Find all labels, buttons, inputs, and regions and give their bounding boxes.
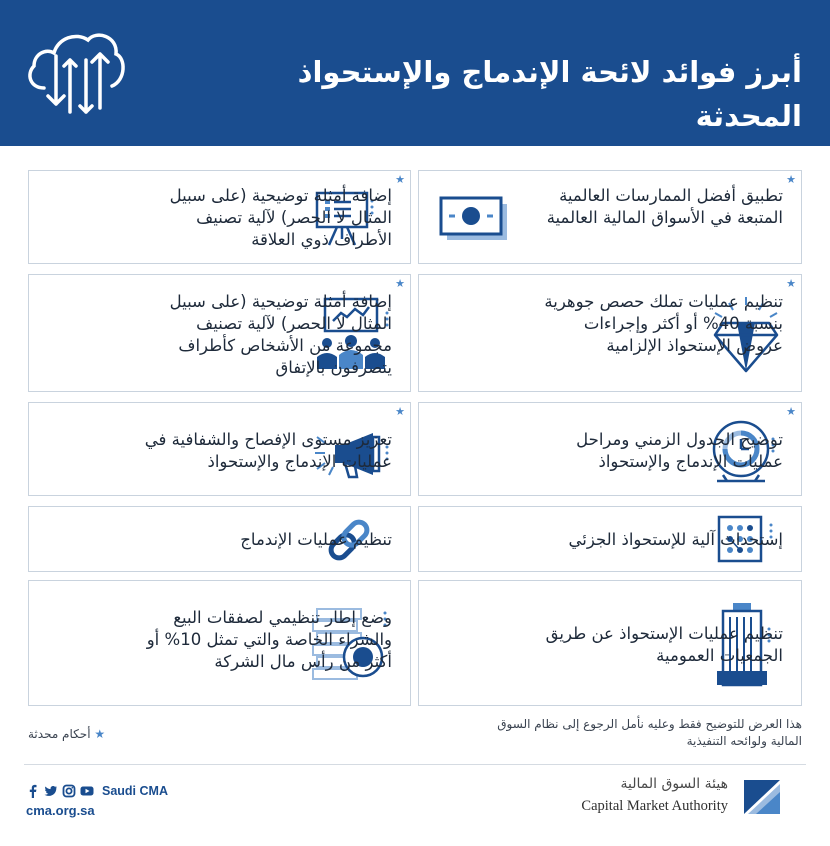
card-related-parties-examples: [28, 170, 411, 264]
card-buy-sell-framework: [28, 580, 411, 706]
updated-star-icon: ★: [786, 405, 796, 418]
card-timeline: [418, 402, 802, 496]
cloud-transfer-icon: [26, 26, 126, 121]
footer-divider: [24, 764, 806, 765]
card-acting-in-concert-examples: [28, 274, 411, 392]
card-text: تنظيم عمليات تملك حصص جوهرية بنسبة 40% أو أكثر وإجراءات عروض الإستحواذ الإلزامية: [544, 292, 783, 355]
instagram-icon[interactable]: [62, 784, 76, 798]
updated-star-icon: ★: [395, 173, 405, 186]
card-text: تطبيق أفضل الممارسات العالمية المتبعة في الأسواق المالية العالمية: [546, 186, 783, 227]
card-text: تنظيم عمليات الإستحواذ عن طريق الجمعيات العمومية: [545, 624, 783, 665]
card-general-assembly-acquisition: [418, 580, 802, 706]
org-name-ar: هيئة السوق المالية: [620, 776, 728, 792]
disclaimer-note: هذا العرض للتوضيح فقط وعليه نأمل الرجوع إلى نظام السوق المالية ولوائحه التنفيذية: [497, 717, 802, 748]
card-text: توضيح الجدول الزمني ومراحل عمليات الإندماج والإستحواذ: [576, 430, 783, 471]
updated-star-icon: ★: [786, 173, 796, 186]
legend-label: أحكام محدثة: [28, 727, 91, 741]
card-text: إضافة أمثلة توضيحية (على سبيل المثال لا الحصر) لآلية تصنيف مجموعة من الأشخاص كأطراف يتصرفون بالإتفاق: [169, 292, 392, 377]
card-material-stakes: [418, 274, 802, 392]
org-name-en: Capital Market Authority: [581, 798, 728, 814]
card-text: إضافة أمثلة توضيحية (على سبيل المثال لا الحصر) لآلية تصنيف الأطراف ذوي العلاقة: [169, 186, 392, 249]
card-text: وضع إطار تنظيمي لصفقات البيع والشراء الخاصة والتي تمثل 10% أو أكثر من رأس مال الشركة: [146, 608, 392, 671]
card-text: إستحداث آلية للإستحواذ الجزئي: [568, 530, 783, 549]
social-links: [26, 782, 168, 800]
card-global-practices: [418, 170, 802, 264]
legend-star-icon: ★: [94, 727, 106, 741]
card-partial-acquisition: [418, 506, 802, 572]
card-disclosure: [28, 402, 411, 496]
card-text: تنظيم عمليات الإندماج: [240, 530, 392, 549]
updated-star-icon: ★: [786, 277, 796, 290]
youtube-icon[interactable]: [80, 784, 94, 798]
header-banner: [0, 0, 830, 146]
facebook-icon[interactable]: [26, 784, 40, 798]
twitter-icon[interactable]: [44, 784, 58, 798]
card-merger-regulation: [28, 506, 411, 572]
banknote-icon: [439, 196, 509, 242]
updated-star-icon: ★: [395, 277, 405, 290]
card-text: تعزيز مستوى الإفصاح والشفافية في عمليات الإندماج والإستحواذ: [144, 430, 392, 471]
page-title: أبرز فوائد لائحة الإندماج والإستحواذ المحدثة: [297, 55, 802, 133]
website-link[interactable]: cma.org.sa: [26, 803, 95, 818]
updated-star-icon: ★: [395, 405, 405, 418]
cma-logo-block: [566, 774, 806, 820]
social-handle[interactable]: Saudi CMA: [102, 784, 168, 798]
cma-logo-icon: [742, 778, 782, 816]
legend: [28, 727, 111, 741]
